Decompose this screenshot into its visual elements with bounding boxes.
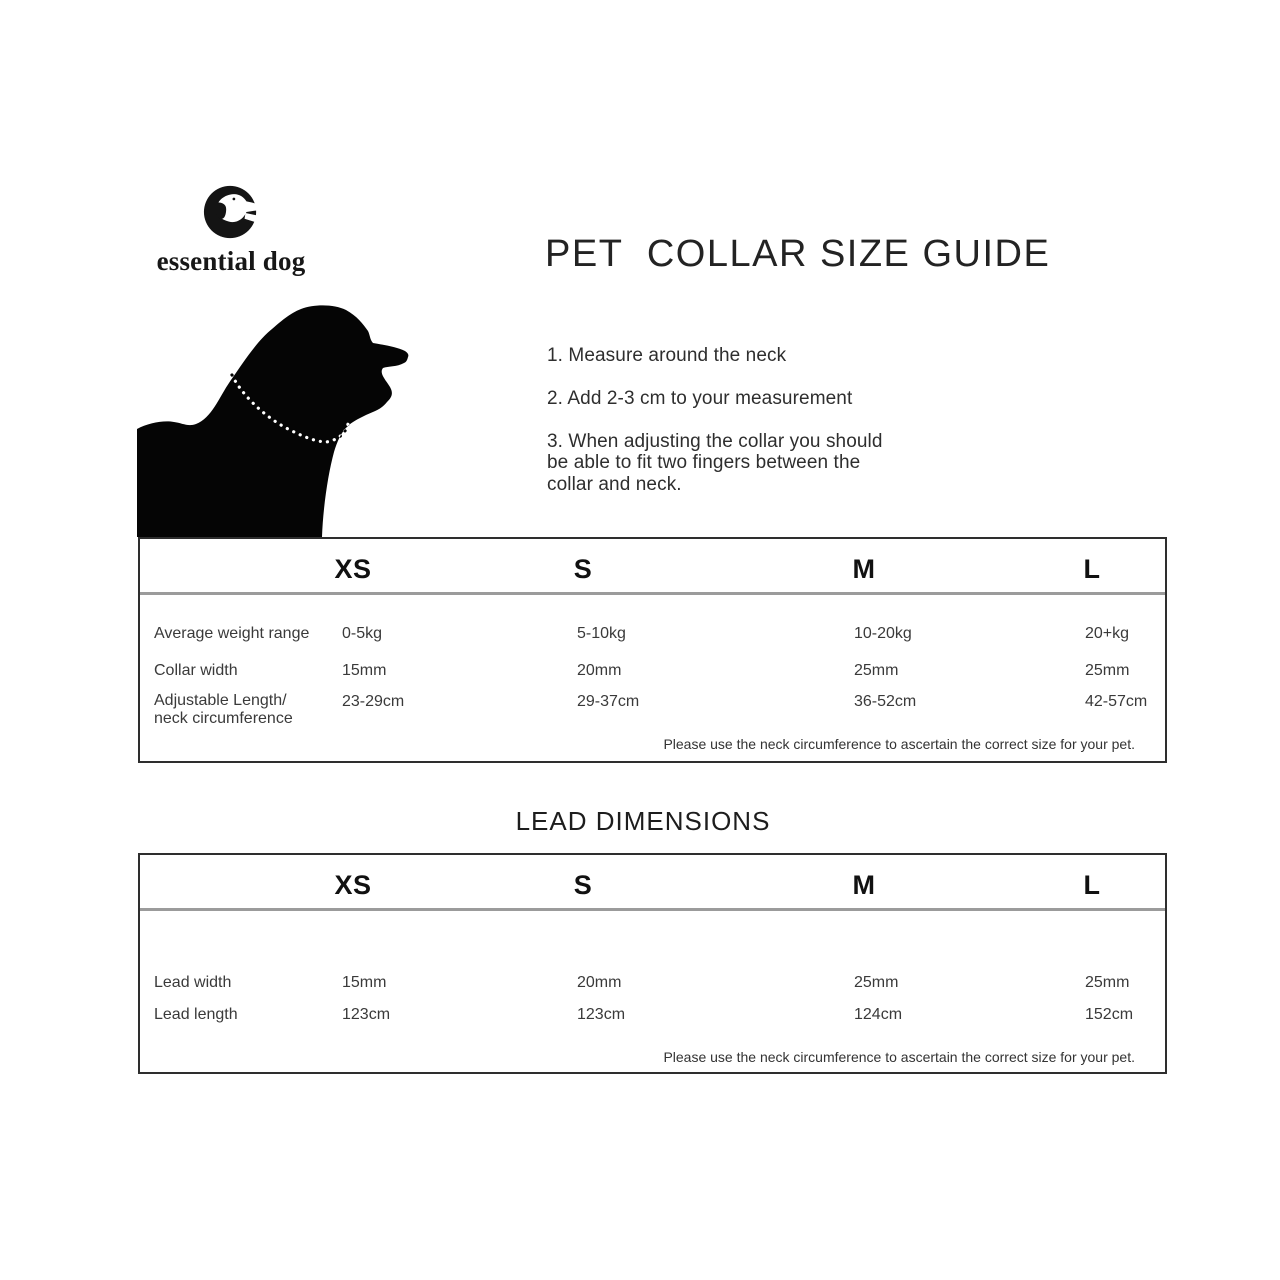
brand-name: essential dog: [156, 246, 306, 276]
measuring-instructions: [547, 324, 967, 517]
lead-size-table: [138, 853, 1167, 1074]
collar-length-xs: 23-29cm: [342, 693, 405, 710]
lead-width-xs: 15mm: [342, 974, 387, 991]
collar-row-label-width: Collar width: [154, 662, 238, 679]
lead-col-xs: XS: [334, 870, 372, 900]
lead-length-m: 124cm: [854, 1006, 903, 1023]
lead-length-l: 152cm: [1085, 1006, 1134, 1023]
collar-row-label-weight: Average weight range: [154, 625, 310, 642]
collar-width-xs: 15mm: [342, 662, 387, 679]
collar-width-s: 20mm: [577, 662, 622, 679]
collar-row-label-length: Adjustable Length/ neck circumference: [154, 692, 293, 727]
instruction-line-2: 2. Add 2-3 cm to your measurement: [547, 388, 853, 410]
collar-weight-s: 5-10kg: [577, 625, 626, 642]
lead-length-s: 123cm: [577, 1006, 626, 1023]
lead-col-m: M: [852, 870, 876, 900]
lead-width-l: 25mm: [1085, 974, 1130, 991]
collar-col-xs: XS: [334, 554, 372, 584]
essential-dog-e-mark-icon: [202, 183, 260, 241]
lead-table-note: Please use the neck circumference to ascertain the correct size for your pet.: [663, 1049, 1135, 1065]
lead-col-s: S: [573, 870, 593, 900]
lead-width-s: 20mm: [577, 974, 622, 991]
lead-row-label-width: Lead width: [154, 974, 232, 991]
collar-table-header: [140, 539, 1165, 595]
collar-col-m: M: [852, 554, 876, 584]
collar-weight-xs: 0-5kg: [342, 625, 383, 642]
dog-silhouette-icon: [120, 280, 600, 538]
collar-length-m: 36-52cm: [854, 693, 917, 710]
collar-col-s: S: [573, 554, 593, 584]
instruction-line-3: 3. When adjusting the collar you should be able to fit two fingers between the collar and neck.: [547, 431, 883, 495]
page-title: PET COLLAR SIZE GUIDE: [545, 233, 1051, 275]
collar-length-l: 42-57cm: [1085, 693, 1148, 710]
lead-row-label-length: Lead length: [154, 1006, 238, 1023]
collar-length-s: 29-37cm: [577, 693, 640, 710]
collar-weight-m: 10-20kg: [854, 625, 912, 642]
lead-col-l: L: [1083, 870, 1101, 900]
brand-logo: [142, 183, 320, 277]
lead-table-header: [140, 855, 1165, 911]
instruction-line-1: 1. Measure around the neck: [547, 345, 787, 367]
collar-col-l: L: [1083, 554, 1101, 584]
lead-width-m: 25mm: [854, 974, 899, 991]
lead-length-xs: 123cm: [342, 1006, 391, 1023]
collar-size-table: [138, 537, 1167, 763]
lead-dimensions-heading: LEAD DIMENSIONS: [515, 806, 771, 836]
collar-weight-l: 20+kg: [1085, 625, 1130, 642]
collar-width-m: 25mm: [854, 662, 899, 679]
collar-width-l: 25mm: [1085, 662, 1130, 679]
collar-table-note: Please use the neck circumference to ascertain the correct size for your pet.: [663, 736, 1135, 752]
